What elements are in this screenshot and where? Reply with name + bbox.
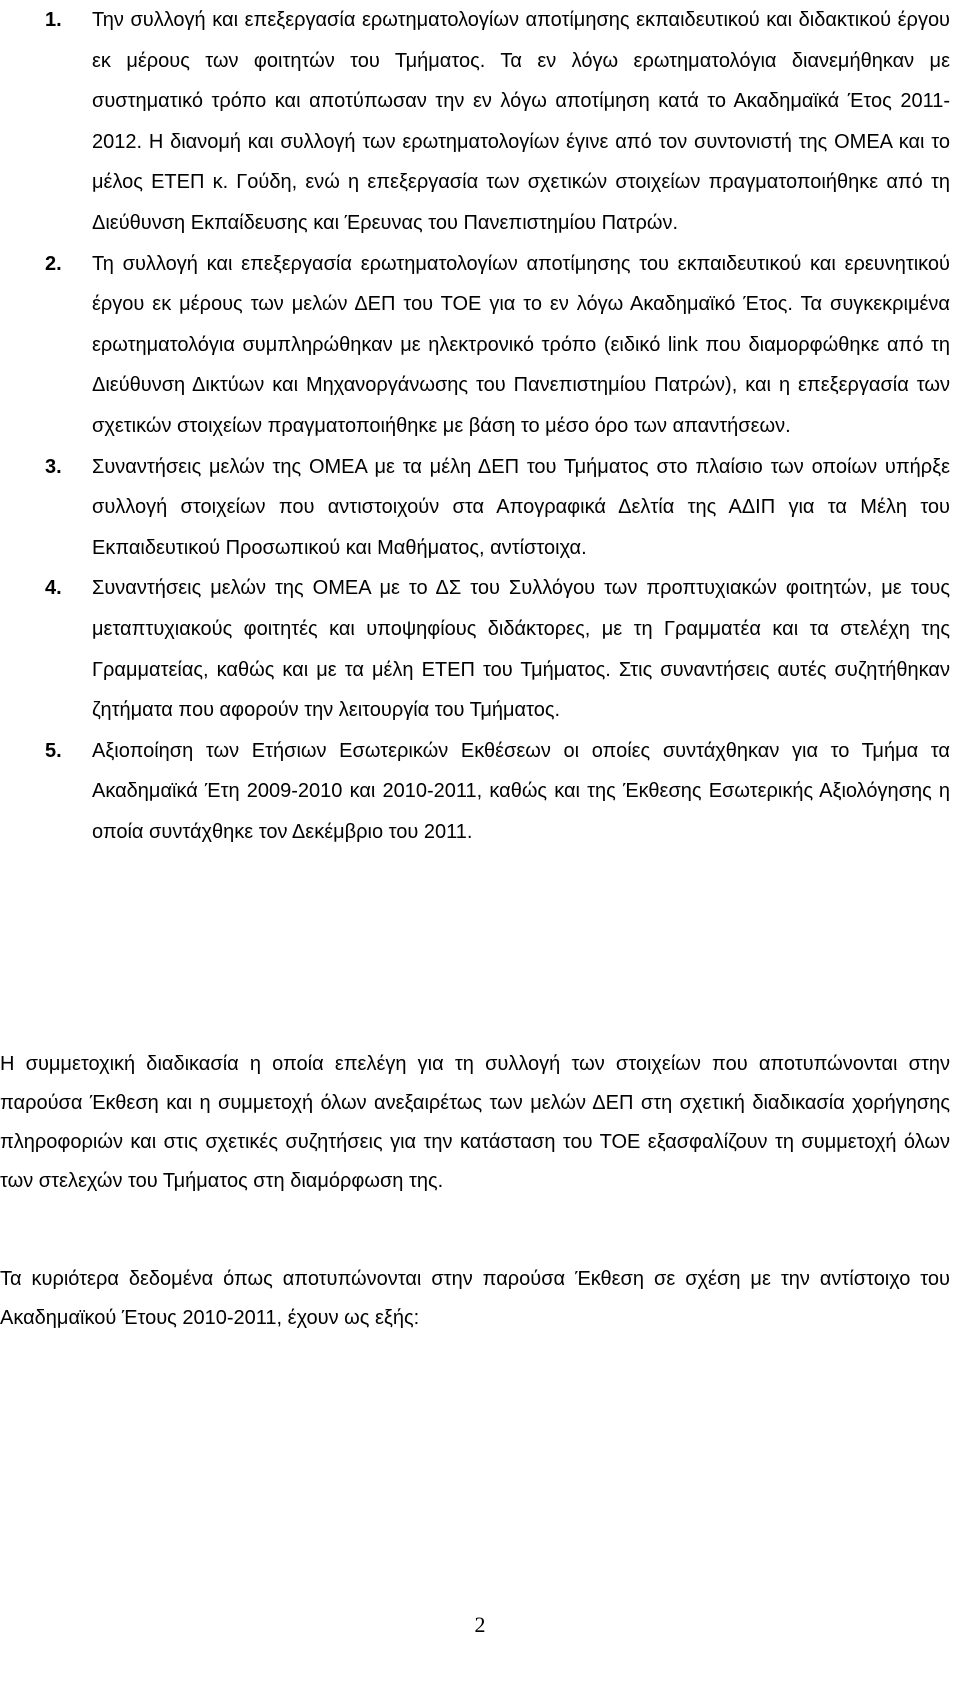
list-item-number: 5. [45, 739, 62, 762]
list-item [0, 0, 960, 244]
list-item-text: Αξιοποίηση των Ετήσιων Εσωτερικών Εκθέσεων οι οποίες συντάχθηκαν για το Τμήμα τα Ακαδημαϊκά Έτη 2009-2010 και 2010-2011, καθώς και της Έκθεσης Εσωτερικής Αξιολόγησης η οποία συντάχθηκε τον Δεκέμβριο του 2011. [92, 739, 950, 843]
list-item-number: 4. [45, 577, 62, 600]
list-item-text: Συναντήσεις μελών της ΟΜΕΑ με το ΔΣ του Συλλόγου των προπτυχιακών φοιτητών, με τους μεταπτυχιακούς φοιτητές και υποψηφίους διδάκτορες, με τη Γραμματέα και τα στελέχη της Γραμματείας, καθώς και με τα μέλη ΕΤΕΠ του Τμήματος. Στις συναντήσεις αυτές συζητήθηκαν ζητήματα που αφορούν την λειτουργία του Τμήματος. [92, 577, 950, 722]
list-item-text: Την συλλογή και επεξεργασία ερωτηματολογίων αποτίμησης εκπαιδευτικού και διδακτικού έργου εκ μέρους των φοιτητών του Τμήματος. Τα εν λόγω ερωτηματολόγια διανεμήθηκαν με συστηματικό τρόπο και αποτύπωσαν την εν λόγω αποτίμηση κατά το Ακαδημαϊκά Έτος 2011-2012. Η διανομή και συλλογή των ερωτηματολογίων έγινε από τον συντονιστή της ΟΜΕΑ και το μέλος ΕΤΕΠ κ. Γούδη, ενώ η επεξεργασία των σχετικών στοιχείων πραγματοποιήθηκε από τη Διεύθυνση Εκπαίδευσης και Έρευνας του Πανεπιστημίου Πατρών. [92, 9, 950, 234]
list-item-text: Συναντήσεις μελών της ΟΜΕΑ με τα μέλη ΔΕΠ του Τμήματος στο πλαίσιο των οποίων υπήρξε συλλογή στοιχείων που αντιστοιχούν στα Απογραφικά Δελτία της ΑΔΙΠ για τα Μέλη του Εκπαιδευτικού Προσωπικού και Μαθήματος, αντίστοιχα. [92, 455, 950, 559]
list-item [0, 568, 960, 730]
list-item [0, 244, 960, 447]
page-number: 2 [474, 1612, 486, 1637]
list-item-text: Τη συλλογή και επεξεργασία ερωτηματολογίων αποτίμησης του εκπαιδευτικού και ερευνητικού έργου εκ μέρους των μελών ΔΕΠ του ΤΟΕ για το εν λόγω Ακαδημαϊκό Έτος. Τα συγκεκριμένα ερωτηματολόγια συμπληρώθηκαν με ηλεκτρονικό τρόπο (ειδικό link που διαμορφώθηκε από τη Διεύθυνση Δικτύων και Μηχανοργάνωσης του Πανεπιστημίου Πατρών), και η επεξεργασία των σχετικών στοιχείων πραγματοποιήθηκε με βάση το μέσο όρο των απαντήσεων. [92, 252, 950, 437]
body-paragraph: Η συμμετοχική διαδικασία η οποία επελέγη για τη συλλογή των στοιχείων που αποτυπώνονται στην παρούσα Έκθεση και η συμμετοχή όλων ανεξαιρέτως των μελών ΔΕΠ στη σχετική διαδικασία χορήγησης πληροφοριών και στις σχετικές συζητήσεις για την κατάσταση του ΤΟΕ εξασφαλίζουν τη συμμετοχή όλων των στελεχών του Τμήματος στη διαμόρφωση της. [0, 1053, 950, 1192]
list-item-number: 3. [45, 455, 62, 478]
body-paragraph: Τα κυριότερα δεδομένα όπως αποτυπώνονται στην παρούσα Έκθεση σε σχέση με την αντίστοιχο του Ακαδημαϊκού Έτους 2010-2011, έχουν ως εξής: [0, 1268, 950, 1329]
list-item [0, 447, 960, 569]
list-item-number: 1. [45, 9, 62, 31]
list-item [0, 731, 960, 853]
list-item-number: 2. [45, 252, 62, 275]
